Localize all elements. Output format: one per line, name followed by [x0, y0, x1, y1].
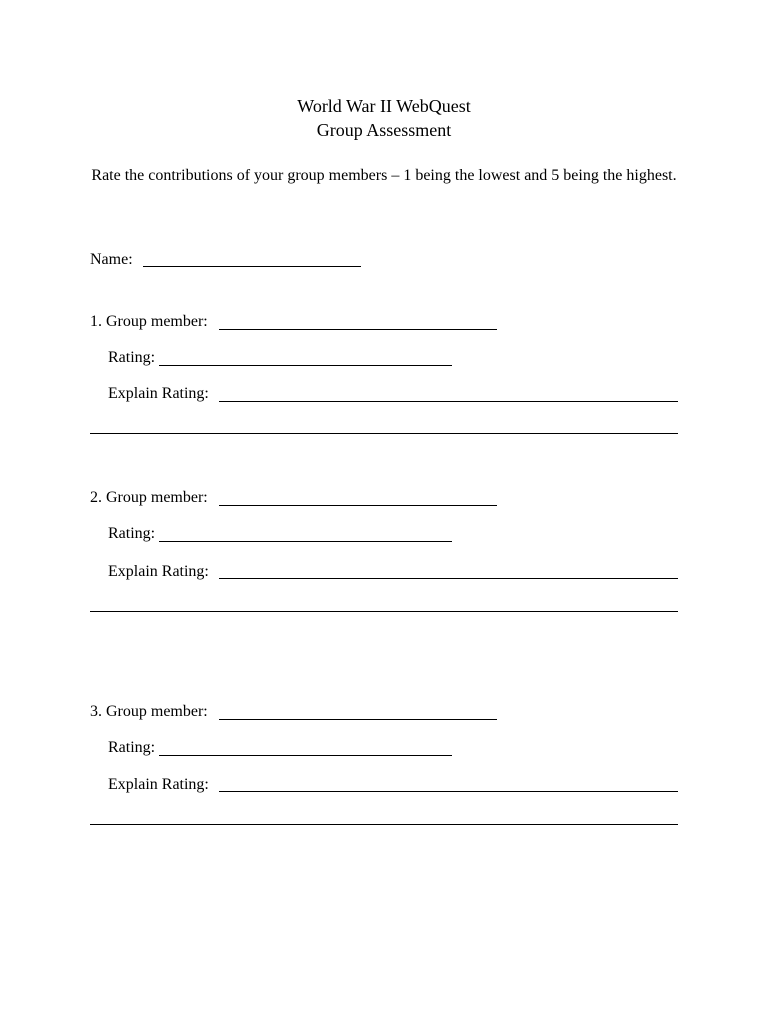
- rating-label: Rating:: [108, 349, 156, 366]
- page-subtitle: Group Assessment: [316, 120, 452, 140]
- rating-label: Rating:: [108, 739, 156, 756]
- group-member-label: 3. Group member:: [90, 703, 208, 720]
- explain-rating-label: Explain Rating:: [108, 563, 209, 580]
- group-member-label: 2. Group member:: [90, 489, 208, 506]
- group-member-label: 1. Group member:: [90, 313, 208, 330]
- explain-rating-label: Explain Rating:: [108, 385, 209, 402]
- page-title: World War II WebQuest: [297, 96, 471, 116]
- group-member-field-line[interactable]: [219, 505, 497, 506]
- explain-rating-continuation-line[interactable]: [90, 611, 678, 612]
- group-member-field-line[interactable]: [219, 329, 497, 330]
- rating-field-line[interactable]: [159, 365, 452, 366]
- explain-rating-field-line[interactable]: [219, 401, 678, 402]
- explain-rating-continuation-line[interactable]: [90, 824, 678, 825]
- explain-rating-continuation-line[interactable]: [90, 433, 678, 434]
- name-label: Name:: [90, 251, 133, 268]
- rating-field-line[interactable]: [159, 541, 452, 542]
- explain-rating-field-line[interactable]: [219, 578, 678, 579]
- explain-rating-field-line[interactable]: [219, 791, 678, 792]
- instructions-text: Rate the contributions of your group members – 1 being the lowest and 5 being the highest.: [91, 167, 677, 184]
- name-field-line[interactable]: [143, 266, 361, 267]
- explain-rating-label: Explain Rating:: [108, 776, 209, 793]
- group-member-field-line[interactable]: [219, 719, 497, 720]
- rating-field-line[interactable]: [159, 755, 452, 756]
- rating-label: Rating:: [108, 525, 156, 542]
